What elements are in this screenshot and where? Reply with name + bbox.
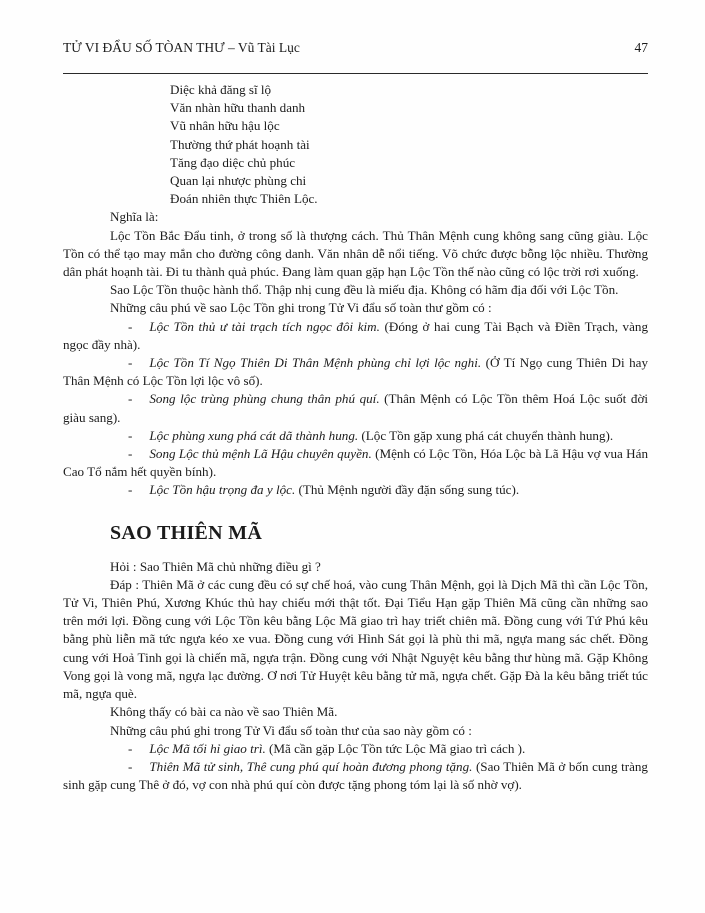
verse-line: Vũ nhân hữu hậu lộc	[170, 118, 280, 134]
bullet-dash: -	[128, 740, 133, 756]
phu-explanation: (Đóng ở hai cung Tài Bạch và Điền Trạch, vàng ngọc đầy nhà).	[63, 318, 649, 352]
phu-item	[63, 354, 648, 390]
phu-explanation: (Mệnh có Lộc Tồn, Hóa Lộc bà Lã Hậu vợ vua Hán Cao Tổ nắm hết quyền bính).	[63, 446, 649, 480]
paragraph-thien-ma-phu-intro: Những câu phú ghi trong Tử Vi đẩu số toàn thư của sao này gồm có :	[110, 722, 472, 738]
phu-item	[63, 318, 648, 354]
nghia-label: Nghĩa là:	[110, 209, 159, 225]
bullet-dash: -	[128, 427, 133, 443]
phu-item	[63, 390, 648, 426]
verse-block	[170, 81, 648, 208]
bullet-dash: -	[128, 446, 133, 462]
phu-text: Lộc phùng xung phá cát dã thành hung.	[149, 427, 359, 443]
paragraph-thien-ma-no-song: Không thấy có bài ca nào về sao Thiên Mã.	[110, 704, 338, 720]
paragraph-loc-ton-phu-intro: Những câu phú về sao Lộc Tồn ghi trong Tử Vi đẩu số toàn thư gồm có :	[110, 300, 492, 316]
header-rule	[63, 73, 648, 74]
phu-text: Thiên Mã tử sinh, Thê cung phú quí hoàn đương phong tặng.	[149, 758, 473, 774]
verse-line: Đoán nhiên thực Thiên Lộc.	[170, 191, 318, 207]
bullet-dash: -	[128, 318, 133, 334]
page-header	[63, 40, 648, 56]
page-number: 47	[634, 40, 648, 55]
phu-text: Lộc Tồn hậu trọng đa y lộc.	[149, 482, 296, 498]
phu-explanation: (Ở Tí Ngọ cung Thiên Di hay Thân Mệnh có Lộc Tồn lợi lộc vô số).	[63, 355, 648, 389]
running-title: TỬ VI ĐẨU SỐ TÒAN THƯ – Vũ Tài Lục	[63, 40, 300, 55]
phu-explanation: (Mã cần gặp Lộc Tồn tức Lộc Mã giao trì cách ).	[265, 740, 526, 756]
phu-item	[63, 427, 648, 445]
phu-item	[63, 445, 648, 481]
verse-line: Quan lại nhược phùng chi	[170, 173, 307, 189]
bullet-dash: -	[128, 391, 133, 407]
phu-text: Song Lộc thủ mệnh Lã Hậu chuyên quyền.	[149, 446, 372, 462]
paragraph-loc-ton-element: Sao Lộc Tồn thuộc hành thổ. Thập nhị cung đều là miếu địa. Không có hãm địa đối với Lộc Tồn.	[110, 282, 619, 298]
phu-explanation: (Thủ Mệnh người đầy đặn sống sung túc).	[295, 482, 520, 498]
verse-line: Diệc khả đăng sĩ lộ	[170, 82, 272, 97]
phu-explanation: (Lộc Tồn gặp xung phá cát chuyển thành hung).	[358, 427, 614, 443]
phu-item	[63, 481, 648, 499]
phu-explanation: (Sao Thiên Mã ở bốn cung tràng sinh gặp cung Thê ở đó, vợ con nhà phú quí còn được tặng phong tóm lại là số nhờ vợ).	[63, 758, 648, 793]
phu-text: Lộc Tồn thủ ư tài trạch tích ngọc đôi kim.	[149, 318, 380, 334]
verse-line: Tăng đạo diệc chủ phúc	[170, 154, 296, 170]
bullet-dash: -	[128, 758, 133, 774]
section-heading: SAO THIÊN MÃ	[110, 521, 263, 544]
phu-text: Lộc Mã tối hỉ giao trì.	[149, 740, 266, 756]
page-content	[63, 81, 648, 794]
bullet-dash: -	[128, 482, 133, 498]
paragraph-thien-ma-answer: Đáp : Thiên Mã ở các cung đều có sự chế hoá, vào cung Thân Mệnh, gọi là Dịch Mã thì cần Lộc Tồn, Tử Vi, Thiên Phú, Xương Khúc thủ hay chiếu mới thật tốt. Đại Tiểu Hạn gặp Thiên Mã cũng cần những sao trên mới lợi. Đồng cung với Lộc Tồn kêu bằng Lộc Mã giao trì hay triết chiên mã. Đồng cung với Tứ Phú kêu bằng phù liễn mã tức ngựa kéo xe vua. Đồng cung với Hình Sát gọi là phù thi mã, ngựa mang sác chết. Đồng cung với Hoả Tinh gọi là chiến mã, ngựa trận. Đồng cung với Nhật Nguyệt kêu bằng thư hùng mã. Gặp Không Vong gọi là vong mã, ngựa lạc đường. Ơ nơi Tử Huyệt kêu bằng tử mã, ngựa chết. Gặp Đà la kêu bằng triết túc mã, ngựa què.	[63, 576, 648, 702]
verse-line: Văn nhàn hữu thanh danh	[170, 100, 306, 116]
paragraph-loc-ton-meaning: Lộc Tồn Bắc Đẩu tinh, ở trong số là thượng cách. Thủ Thân Mệnh cung không sang cũng giàu. Lộc Tồn có thể tạo may mắn cho đường công danh. Văn nhân dễ nổi tiếng. Võ chức được bỗng lộc nhiều. Thường dân phát hoạnh tài. Đi tu thành quả phúc. Đang làm quan gặp hạn Lộc Tồn thế nào cũng có lộc trời rơi xuống.	[63, 227, 648, 280]
phu-text: Song lộc trùng phùng chung thân phú quí.	[149, 391, 380, 407]
phu-text: Lộc Tồn Tí Ngọ Thiên Di Thân Mệnh phùng chỉ lợi lộc nghi.	[149, 355, 482, 371]
verse-line: Thường thứ phát hoạnh tài	[170, 136, 310, 152]
phu-item	[63, 758, 648, 794]
phu-item	[63, 740, 648, 758]
bullet-dash: -	[128, 355, 133, 371]
paragraph-thien-ma-question: Hỏi : Sao Thiên Mã chủ những điều gì ?	[110, 558, 321, 574]
phu-explanation: (Thân Mệnh có Lộc Tồn thêm Hoá Lộc suốt đời giàu sang).	[63, 391, 649, 425]
